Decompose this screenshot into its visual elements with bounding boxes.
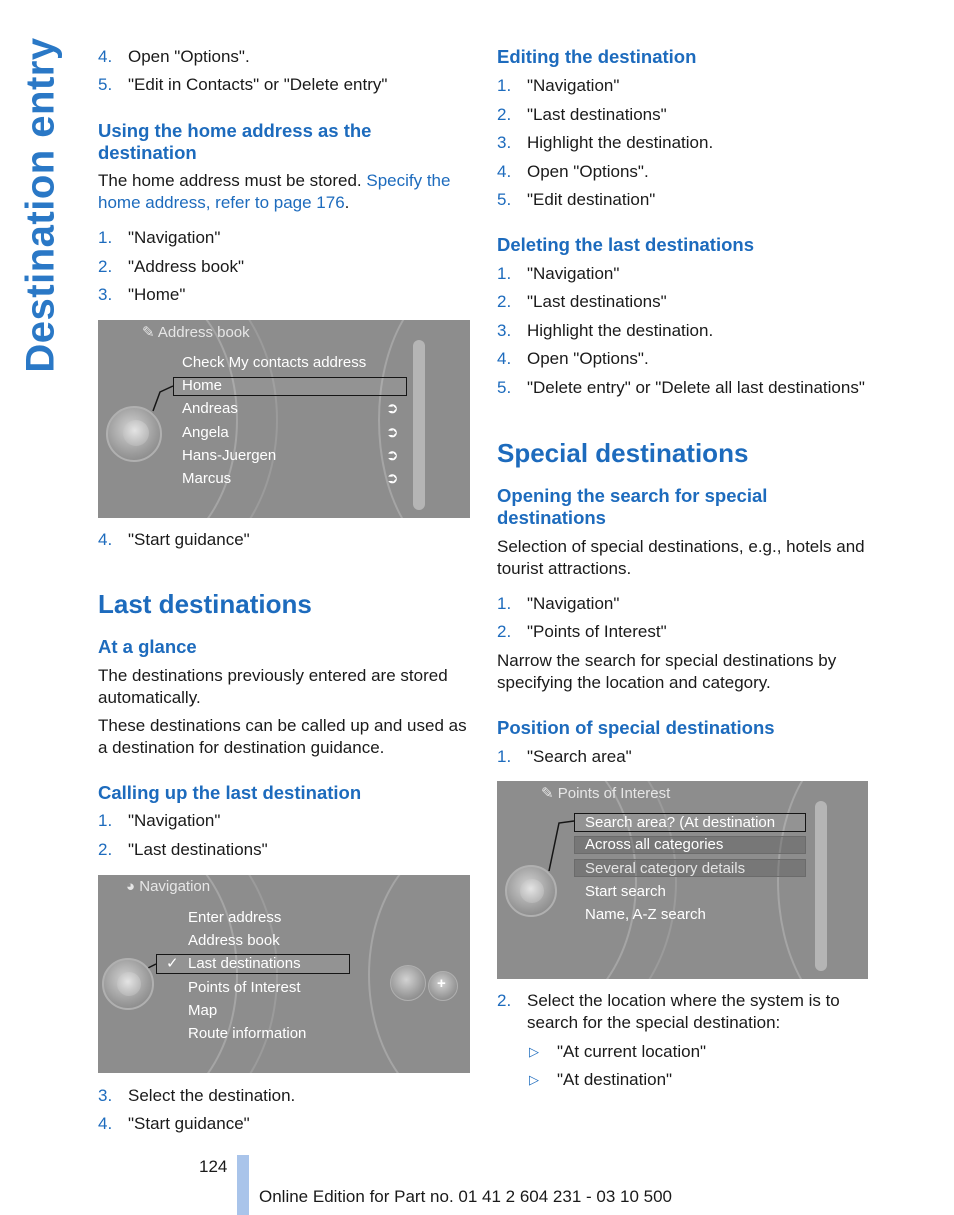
step-number: 1. [98, 228, 113, 247]
step-text: "Start guidance" [128, 530, 250, 549]
step-text: "Navigation" [128, 811, 221, 830]
menu-item[interactable]: Across all categories [585, 836, 724, 853]
home-address-link[interactable]: Specify the home address, refer to page 176 [98, 171, 451, 212]
screen-points-of-interest [497, 781, 868, 979]
home-address-paragraph [98, 170, 470, 214]
list-item [98, 227, 470, 249]
heading-opening-search: Opening the search for special destinations [497, 485, 768, 528]
step-text: "Home" [128, 285, 186, 304]
step-number: 2. [98, 840, 113, 859]
heading-calling-up: Calling up the last destination [98, 782, 362, 803]
list-item [98, 46, 470, 68]
page-number: 124 [199, 1157, 228, 1176]
step-text: "Last destinations" [527, 292, 667, 311]
list-item [98, 256, 470, 278]
menu-item[interactable]: Check My contacts address [182, 354, 367, 371]
list-item [98, 839, 470, 861]
step-number: 1. [497, 76, 512, 95]
list-item [497, 263, 869, 285]
controller-center [520, 879, 544, 903]
step-number: 4. [497, 349, 512, 368]
step-text: "Navigation" [527, 594, 620, 613]
navigate-icon: ➲ [386, 424, 399, 441]
step-text: Highlight the destination. [527, 321, 714, 340]
menu-item[interactable]: Address book [188, 932, 280, 949]
step-text: "Navigation" [128, 228, 221, 247]
step-text: "Address book" [128, 257, 245, 276]
home-steps-list [98, 227, 470, 306]
step-text: "Last destinations" [527, 105, 667, 124]
menu-item-selected[interactable]: Search area? (At destination [585, 814, 776, 831]
section-side-tab [14, 37, 68, 373]
list-item [497, 320, 869, 342]
step-text: "Navigation" [527, 264, 620, 283]
step-text: Open "Options". [128, 47, 250, 66]
step-text: "Last destinations" [128, 840, 268, 859]
step-text: "Points of Interest" [527, 622, 667, 641]
calling-steps-list-2 [98, 1085, 470, 1135]
menu-item[interactable]: Enter address [188, 909, 282, 926]
screen-title-text: Navigation [139, 878, 211, 895]
screen-address-book [98, 320, 470, 518]
step-number: 5. [497, 190, 512, 209]
list-item [497, 377, 869, 399]
step-number: 4. [98, 47, 113, 66]
list-item [98, 529, 470, 551]
step-number: 5. [497, 378, 512, 397]
list-item [497, 161, 869, 183]
list-item [497, 189, 869, 211]
glance-paragraph-2: These destinations can be called up and used as a destination for destination guidance. [98, 716, 467, 757]
list-item [98, 1113, 470, 1135]
triangle-bullet-icon: ▷ [529, 1044, 539, 1059]
plus-icon: + [437, 975, 446, 992]
step-number: 1. [497, 264, 512, 283]
narrow-paragraph: Narrow the search for special destinations by specifying the location and category. [497, 651, 837, 692]
menu-item[interactable]: Points of Interest [188, 979, 301, 996]
step-number: 4. [497, 162, 512, 181]
step-text: "Edit in Contacts" or "Delete entry" [128, 75, 388, 94]
calling-steps-list [98, 810, 470, 861]
deleting-steps-list [497, 263, 869, 399]
step-text: "Start guidance" [128, 1114, 250, 1133]
step-number: 3. [98, 1086, 113, 1105]
menu-item[interactable]: Angela [182, 424, 229, 441]
menu-item[interactable]: Andreas [182, 400, 238, 417]
left-column [98, 46, 470, 1135]
step-text: Open "Options". [527, 349, 649, 368]
step-text: "Navigation" [527, 76, 620, 95]
list-item [98, 74, 470, 96]
step-number: 4. [98, 530, 113, 549]
opening-steps-list [497, 593, 869, 643]
list-item [497, 593, 869, 615]
opening-paragraph: Selection of special destinations, e.g., hotels and tourist attractions. [497, 537, 865, 578]
step-number: 3. [98, 285, 113, 304]
step-number: 2. [98, 257, 113, 276]
step-number: 2. [497, 991, 512, 1010]
step-number: 2. [497, 292, 512, 311]
menu-item[interactable]: Map [188, 1002, 218, 1019]
sub-item-text: "At current location" [557, 1042, 707, 1061]
sub-item-text: "At destination" [557, 1070, 673, 1089]
heading-deleting: Deleting the last destinations [497, 234, 754, 255]
step-text: Select the destination. [128, 1086, 296, 1105]
footer-accent-bar [237, 1155, 249, 1215]
footer-edition: Online Edition for Part no. 01 41 2 604 231 - 03 10 500 [259, 1187, 673, 1206]
heading-last-destinations: Last destinations [98, 589, 312, 619]
navigate-icon: ➲ [386, 447, 399, 464]
step-number: 5. [98, 75, 113, 94]
heading-special-destinations: Special destinations [497, 438, 749, 468]
heading-position: Position of special destinations [497, 717, 775, 738]
step-text: "Edit destination" [527, 190, 656, 209]
sub-list-item [497, 1041, 869, 1063]
list-item [98, 810, 470, 832]
step-text: "Delete entry" or "Delete all last destinations" [527, 378, 865, 397]
step-number: 2. [497, 622, 512, 641]
screen-navigation [98, 875, 470, 1073]
right-column [497, 46, 869, 1091]
home-address-end: . [344, 193, 350, 212]
step-text: Open "Options". [527, 162, 649, 181]
step-text: "Search area" [527, 747, 632, 766]
menu-item-selected[interactable]: Last destinations [188, 955, 301, 972]
menu-item[interactable]: Hans-Juergen [182, 447, 277, 464]
step-number: 1. [497, 747, 512, 766]
check-icon: ✓ [166, 955, 179, 972]
menu-item[interactable]: Several category details [585, 860, 746, 877]
step-number: 1. [98, 811, 113, 830]
step-number: 2. [497, 105, 512, 124]
list-item [98, 284, 470, 306]
list-item [497, 348, 869, 370]
heading-home-address: Using the home address as the destination [98, 120, 372, 163]
glance-paragraph-1: The destinations previously entered are stored automatically. [98, 666, 448, 707]
list-item [497, 746, 869, 768]
step-text: Highlight the destination. [527, 133, 714, 152]
menu-item[interactable]: Marcus [182, 470, 232, 487]
step-text: Select the location where the system is to search for the special destination: [527, 991, 840, 1032]
screen-title-text: Address book [157, 324, 250, 341]
list-item [497, 132, 869, 154]
heading-at-a-glance: At a glance [98, 636, 197, 657]
step-number: 3. [497, 133, 512, 152]
controller-center [123, 420, 149, 446]
home-address-text: The home address must be stored. [98, 171, 367, 190]
screen-title-text: Points of Interest [557, 785, 671, 802]
step-number: 4. [98, 1114, 113, 1133]
controller-center [117, 972, 141, 996]
pen-icon: ✎ [142, 324, 155, 341]
navigate-icon: ➲ [386, 400, 399, 417]
navigate-icon: ➲ [386, 470, 399, 487]
list-item [497, 75, 869, 97]
compass-icon: ◕ [126, 878, 136, 895]
list-item [497, 104, 869, 126]
heading-editing: Editing the destination [497, 46, 697, 67]
list-item [497, 291, 869, 313]
pen-icon: ✎ [541, 785, 554, 802]
menu-item[interactable]: Route information [188, 1025, 307, 1042]
sub-list-item [497, 1069, 869, 1091]
map-view-button[interactable] [390, 965, 426, 1001]
list-item [98, 1085, 470, 1107]
menu-item[interactable]: Start search [585, 883, 666, 900]
section-side-tab-label: Destination entry [18, 37, 63, 373]
step-number: 1. [497, 594, 512, 613]
menu-item[interactable]: Name, A-Z search [585, 906, 706, 923]
editing-steps-list [497, 75, 869, 211]
list-item [497, 621, 869, 643]
step-number: 3. [497, 321, 512, 340]
triangle-bullet-icon: ▷ [529, 1072, 539, 1087]
menu-item-selected[interactable]: Home [182, 377, 223, 394]
list-item [497, 990, 869, 1034]
